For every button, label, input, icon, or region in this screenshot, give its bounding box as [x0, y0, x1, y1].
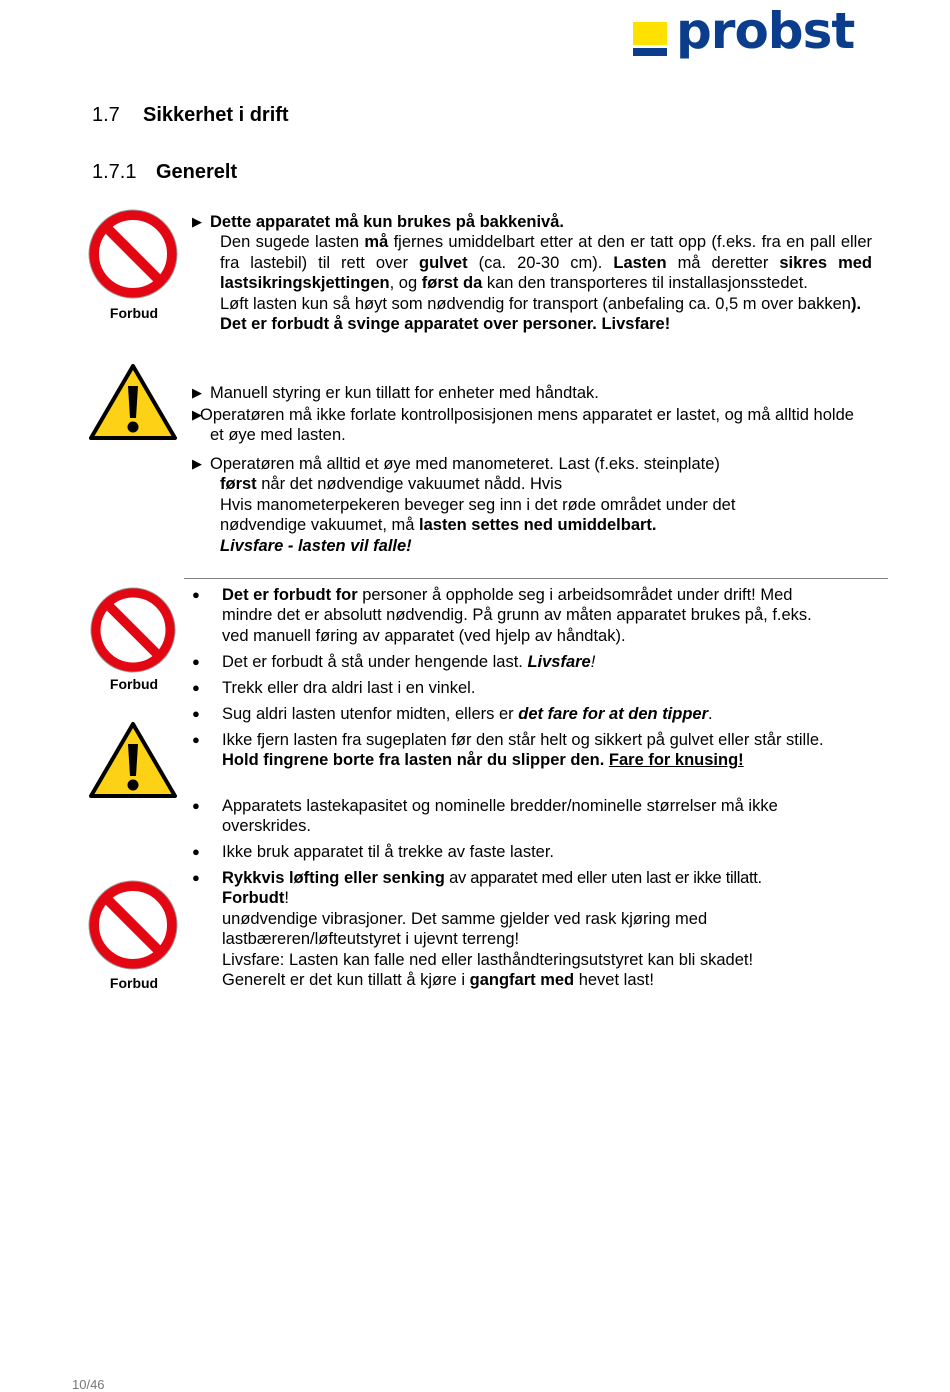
item-text: Manuell styring er kun tillatt for enheter med håndtak.: [210, 384, 599, 402]
prohibition-icon: [88, 209, 178, 299]
bullet-icon: ●: [192, 798, 200, 813]
triangle-bullet-icon: ▶: [192, 385, 202, 400]
triangle-bullet-icon: ▶: [192, 214, 202, 229]
triangle-bullet-icon: ▶: [192, 407, 202, 422]
bullet-icon: ●: [192, 587, 200, 602]
item-text: først når det nødvendige vakuumet nådd. Hvis: [220, 475, 563, 494]
bullet-icon: ●: [192, 654, 200, 669]
list-item: ● Ikke bruk apparatet til å trekke av faste laster.: [192, 843, 554, 861]
page-number: 10/46: [72, 1377, 105, 1392]
bullet-icon: ●: [192, 870, 200, 885]
bullet-icon: ●: [192, 844, 200, 859]
prohibition-icon: [90, 587, 176, 673]
list-item: [192, 212, 872, 334]
list-item: ● Trekk eller dra aldri last i en vinkel.: [192, 679, 476, 697]
subsection-title: Generelt: [156, 161, 238, 183]
list-item: ● Det er forbudt å stå under hengende last. Livsfare!: [192, 653, 596, 671]
triangle-bullet-icon: ▶: [192, 456, 202, 471]
item-warning: Det er forbudt å svinge apparatet over personer. Livsfare!: [220, 315, 671, 334]
list-item: [192, 454, 872, 556]
forbud-label: Forbud: [109, 676, 159, 692]
logo-mark: [633, 22, 667, 56]
list-item: ● Apparatets lastekapasitet og nominelle bredder/nominelle størrelser må ikke overskrides.: [192, 797, 778, 836]
list-item: ● Rykkvis løfting eller senking av apparatet med eller uten last er ikke tillatt. Forbudt! unødvendige vibrasjoner. Det samme gjelder ved rask kjøring med lastbæreren/løfteutstyret i ujevnt terreng! Livsfare: Lasten kan falle ned eller lasthåndteringsutstyret kan bli skadet! Generelt er det kun tillatt å kjøre i gangfart med hevet last!: [192, 869, 762, 990]
item-heading: Dette apparatet må kun brukes på bakkenivå.: [210, 213, 564, 231]
item-text: Hvis manometerpekeren beveger seg inn i det røde området under det nødvendige vakuumet, må lasten settes ned umiddelbart.: [220, 495, 736, 535]
item-text: Operatøren må ikke forlate kontrollposisjonen mens apparatet er lastet, og må alltid holde et øye med lasten.: [200, 406, 854, 445]
logo-text: probst: [676, 2, 855, 60]
list-item: [192, 383, 872, 403]
item-text: Operatøren må alltid et øye med manometeret. Last (f.eks. steinplate): [210, 455, 720, 473]
forbud-label: Forbud: [109, 975, 159, 991]
bullet-icon: ●: [192, 706, 200, 721]
item-paragraph: Den sugede lasten må fjernes umiddelbart etter at den er tatt opp (f.eks. fra en pall eller fra lastebil) til rett over gulvet (ca. 20-30 cm). Lasten må deretter sikres med lastsikringskjettingen, og først da kan den transporteres til installasjonsstedet.: [220, 233, 873, 293]
section-heading: [92, 103, 289, 127]
bullet-icon: ●: [192, 680, 200, 695]
prohibition-icon: [88, 880, 178, 970]
item-warning: Livsfare - lasten vil falle!: [220, 536, 412, 555]
forbud-label: Forbud: [109, 305, 159, 321]
list-item: [192, 405, 872, 446]
list-item: ● Sug aldri lasten utenfor midten, ellers er det fare for at den tipper.: [192, 705, 713, 723]
subsection-heading: [92, 160, 237, 184]
subsection-number: 1.7.1: [92, 161, 137, 183]
list-item: ● Ikke fjern lasten fra sugeplaten før den står helt og sikkert på gulvet eller står stille. Hold fingrene borte fra lasten når du slipper den. Fare for knusing!: [192, 731, 824, 770]
warning-icon: [88, 720, 178, 800]
divider: [184, 578, 888, 579]
warning-icon: [88, 362, 178, 442]
section-number: 1.7: [92, 104, 120, 126]
list-item: ● Det er forbudt for personer å oppholde seg i arbeidsområdet under drift! Med mindre det er absolutt nødvendig. På grunn av måten apparatet brukes på, f.eks. ved manuell føring av apparatet (ved hjelp av håndtak).: [192, 586, 812, 645]
section-title: Sikkerhet i drift: [143, 104, 289, 126]
probst-logo: [633, 2, 883, 66]
bullet-icon: ●: [192, 732, 200, 747]
item-paragraph: Løft lasten kun så høyt som nødvendig for transport (anbefaling ca. 0,5 m over bakken).: [220, 294, 862, 313]
